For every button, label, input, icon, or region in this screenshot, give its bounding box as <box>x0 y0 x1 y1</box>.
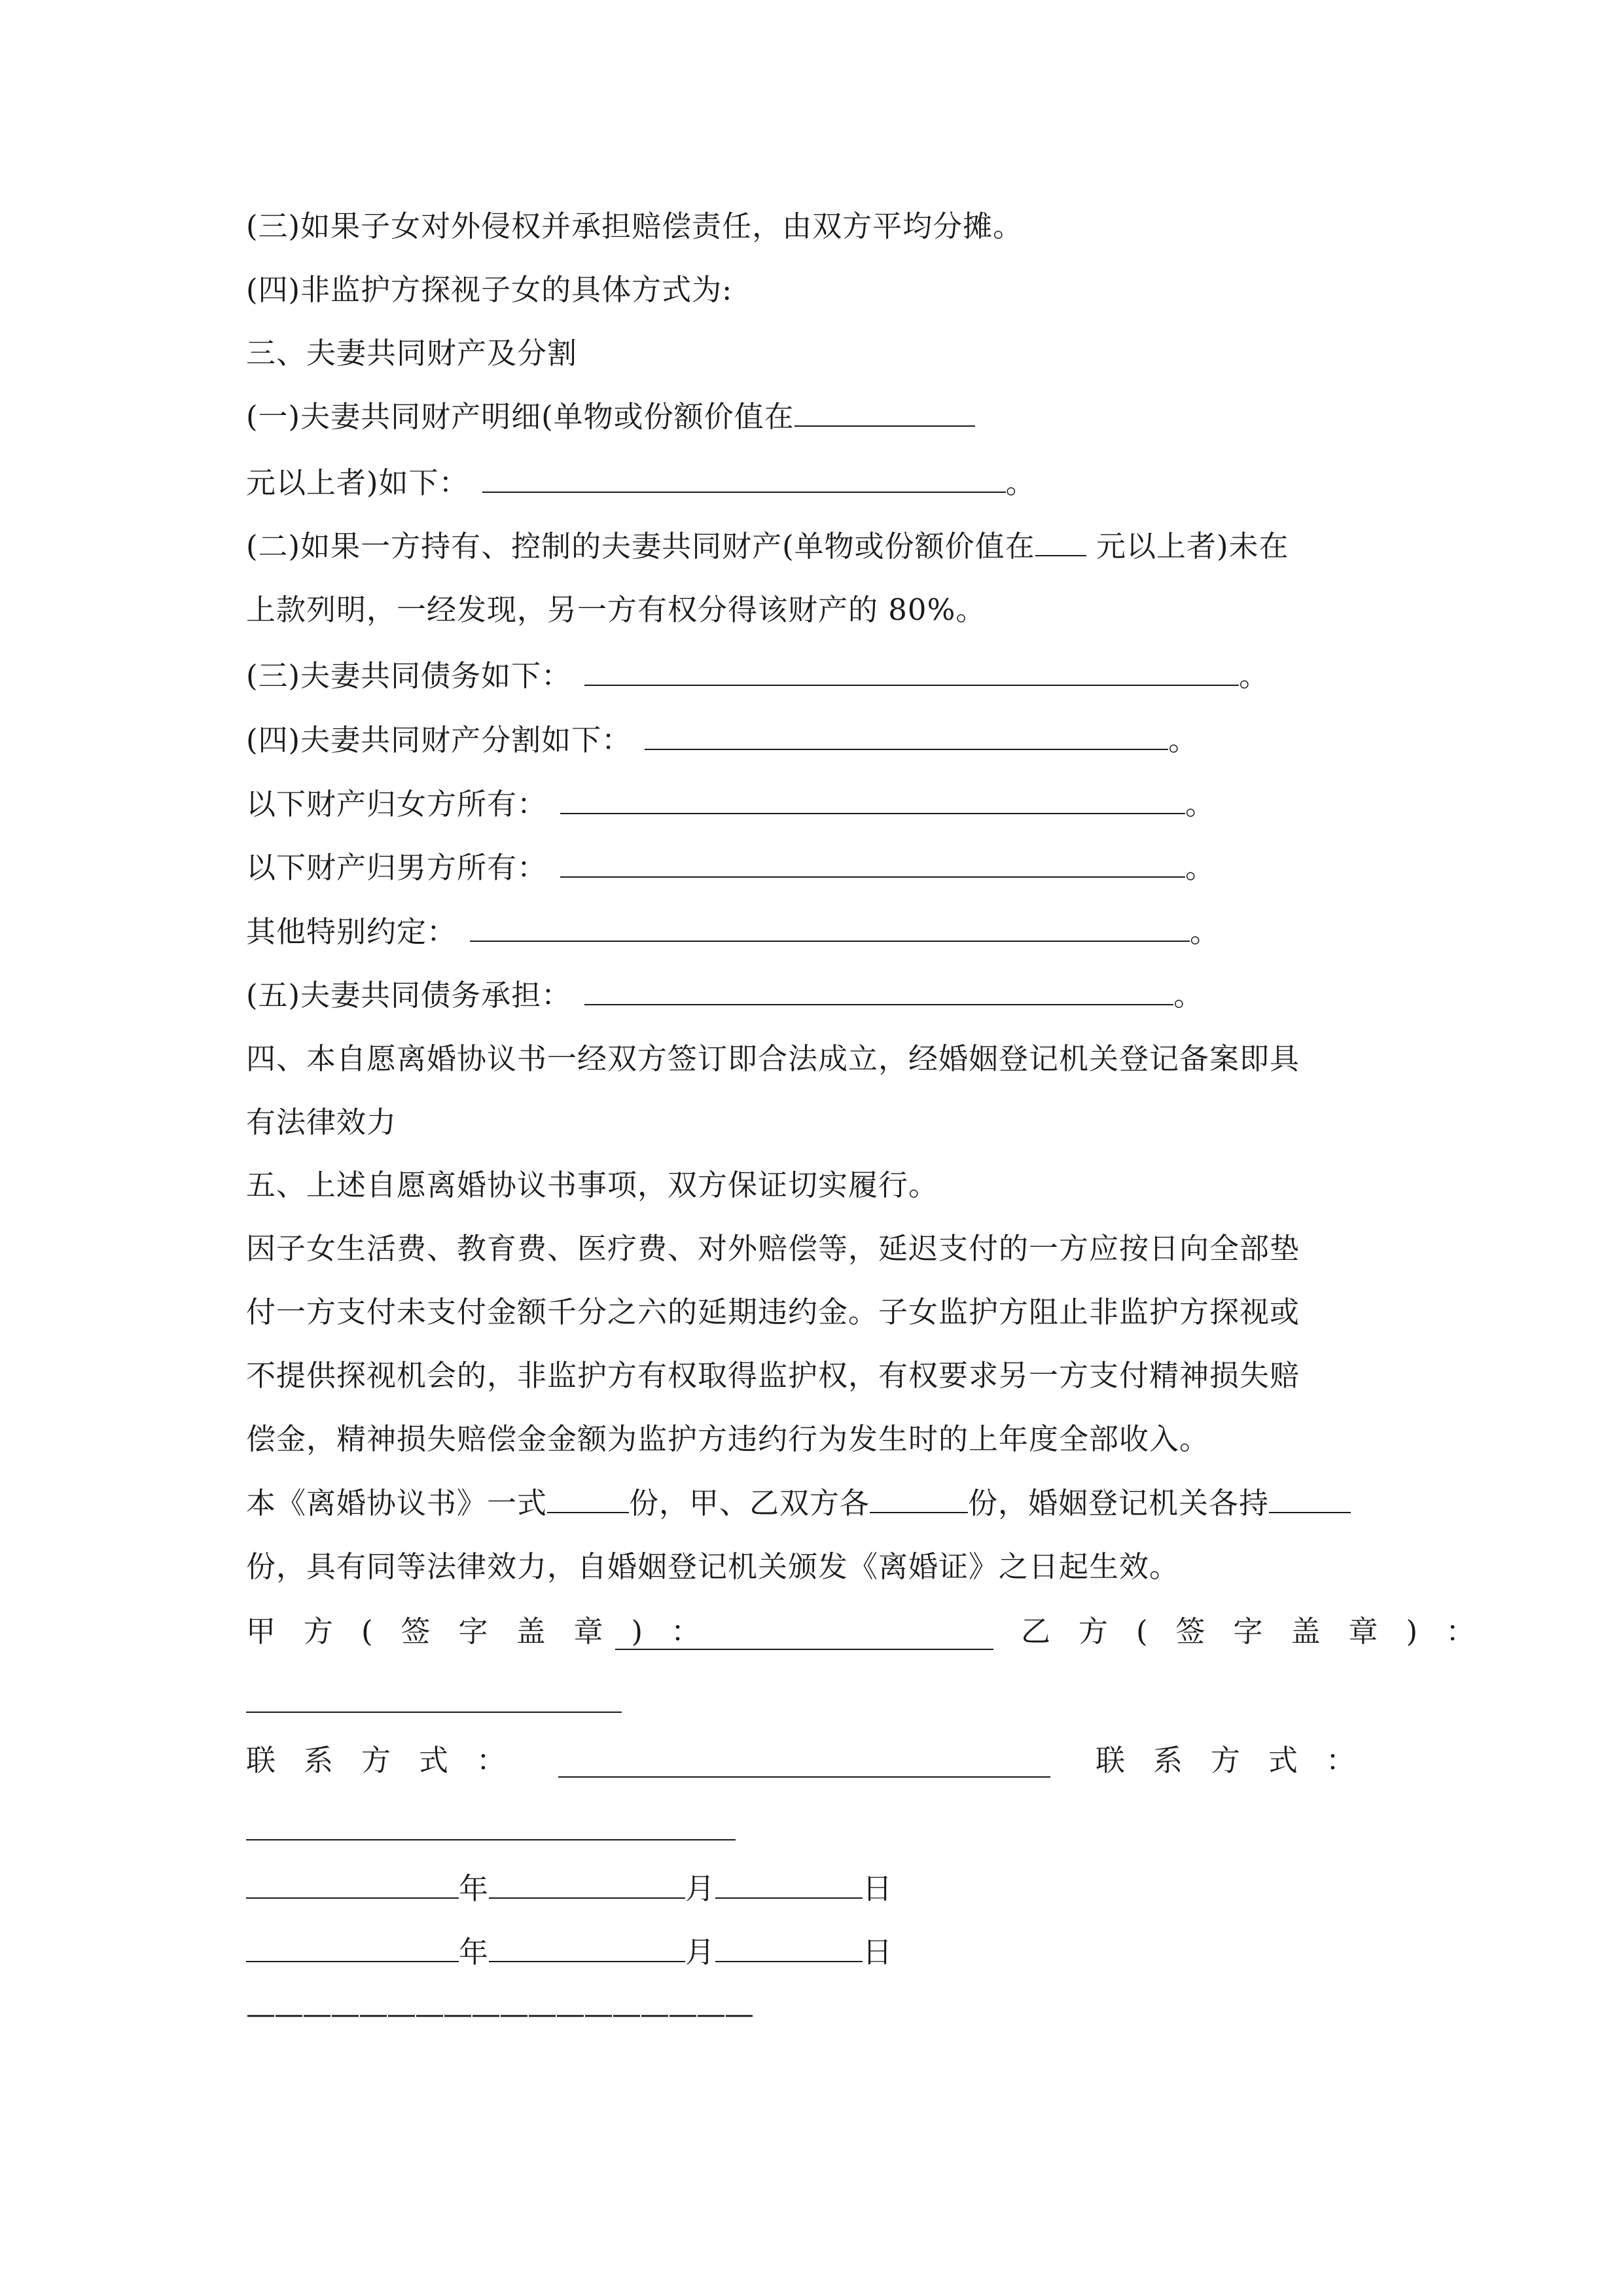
blank-property-list[interactable] <box>482 461 1006 493</box>
closing-dash-line: —————————————————— <box>246 1996 753 2031</box>
blank-debt-bearing[interactable] <box>584 974 1173 1005</box>
clause-3-4: (四)非监护方探视子女的具体方式为: <box>246 272 733 307</box>
blank-day-2[interactable] <box>715 1931 863 1962</box>
blank-month-1[interactable] <box>489 1867 685 1899</box>
blank-month-2[interactable] <box>489 1931 685 1962</box>
party-a-contact-line[interactable] <box>558 1776 1050 1778</box>
penalty-para-3: 不提供探视机会的，非监护方有权取得监护权，有权要求另一方支付精神损失赔 <box>246 1358 1300 1393</box>
party-a-contact-label: 联系方式： <box>246 1743 535 1778</box>
property-item-2: (二)如果一方持有、控制的夫妻共同财产(单物或份额价值在 元以上者)未在 <box>246 524 1289 569</box>
section-4: 四、本自愿离婚协议书一经双方签订即合法成立，经婚姻登记机关登记备案即具 <box>246 1041 1300 1076</box>
party-b-signature-line[interactable] <box>246 1712 622 1713</box>
property-item-1-cont: 元以上者)如下： 。 <box>246 460 1036 506</box>
copies-clause: 本《离婚协议书》一式 份，甲、乙双方各 份，婚姻登记机关各持 <box>246 1480 1351 1526</box>
blank-registry-copies[interactable] <box>1269 1482 1351 1513</box>
blank-property-division[interactable] <box>645 719 1168 750</box>
husband-property: 以下财产归男方所有： 。 <box>246 845 1215 891</box>
property-item-1: (一)夫妻共同财产明细(单物或份额价值在 <box>246 394 975 440</box>
blank-husband-property[interactable] <box>560 846 1185 878</box>
property-item-2-cont: 上款列明，一经发现，另一方有权分得该财产的 80%。 <box>246 592 986 627</box>
party-b-contact-label: 联系方式： <box>1096 1743 1384 1778</box>
party-b-contact-line[interactable] <box>246 1839 736 1840</box>
section-3-heading: 三、夫妻共同财产及分割 <box>246 336 578 370</box>
blank-total-copies[interactable] <box>547 1482 629 1513</box>
clause-3-3: (三)如果子女对外侵权并承担赔偿责任，由双方平均分摊。 <box>246 209 1024 243</box>
wife-property: 以下财产归女方所有： 。 <box>246 781 1215 827</box>
penalty-para-2: 付一方支付未支付金额千分之六的延期违约金。子女监护方阻止非监护方探视或 <box>246 1295 1300 1329</box>
date-line-1: 年 月 日 <box>246 1866 893 1912</box>
section-4-cont: 有法律效力 <box>246 1105 397 1139</box>
blank-value-threshold-2[interactable] <box>1035 525 1086 556</box>
blank-year-2[interactable] <box>246 1931 459 1962</box>
debt-item-3: (三)夫妻共同债务如下： 。 <box>246 653 1269 699</box>
party-b-signature-label: 乙方(签字盖章)： <box>1021 1614 1504 1649</box>
copies-clause-cont: 份，具有同等法律效力，自婚姻登记机关颁发《离婚证》之日起生效。 <box>246 1549 1180 1584</box>
debt-bearing-item-5: (五)夫妻共同债务承担： 。 <box>246 973 1204 1018</box>
penalty-para-4: 偿金，精神损失赔偿金金额为监护方违约行为发生时的上年度全部收入。 <box>246 1422 1210 1456</box>
penalty-para-1: 因子女生活费、教育费、医疗费、对外赔偿等，延迟支付的一方应按日向全部垫 <box>246 1231 1300 1266</box>
party-a-signature-label: 甲方(签字盖章)： <box>246 1614 729 1649</box>
blank-day-1[interactable] <box>715 1867 863 1899</box>
division-item-4: (四)夫妻共同财产分割如下： 。 <box>246 717 1198 763</box>
date-line-2: 年 月 日 <box>246 1929 893 1975</box>
blank-each-party-copies[interactable] <box>870 1482 968 1513</box>
special-agreement: 其他特别约定： 。 <box>246 909 1220 955</box>
blank-special-agreement[interactable] <box>470 910 1190 942</box>
blank-value-threshold[interactable] <box>794 395 975 427</box>
party-a-signature-line[interactable] <box>615 1649 993 1650</box>
blank-wife-property[interactable] <box>560 783 1185 814</box>
blank-year-1[interactable] <box>246 1867 459 1899</box>
blank-common-debts[interactable] <box>584 655 1239 686</box>
section-5: 五、上述自愿离婚协议书事项，双方保证切实履行。 <box>246 1168 939 1202</box>
